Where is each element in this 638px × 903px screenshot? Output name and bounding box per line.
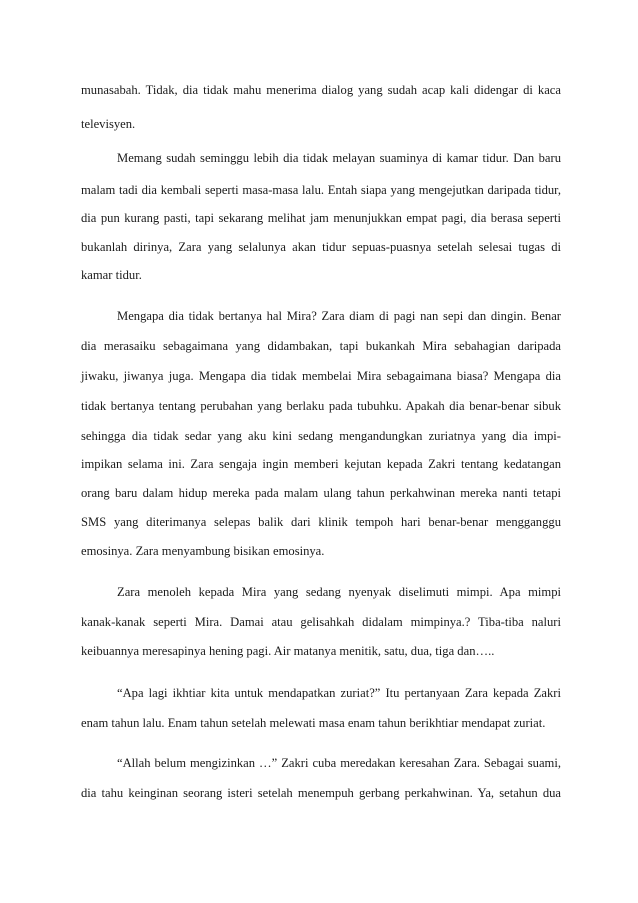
paragraph-first-line: “Apa lagi ikhtiar kita untuk mendapatkan zuriat?” Itu pertanyaan Zara kepada Zakri <box>117 686 561 700</box>
paragraph-first-line: Zara menoleh kepada Mira yang sedang nyenyak diselimuti mimpi. Apa mimpi <box>117 585 561 599</box>
text-line: televisyen. <box>81 117 136 131</box>
text-line: keibuannya meresapinya hening pagi. Air matanya menitik, satu, dua, tiga dan….. <box>81 644 495 658</box>
text-line: SMS yang diterimanya selepas balik dari klinik tempoh hari benar-benar mengganggu <box>81 515 561 529</box>
text-line: emosinya. Zara menyambung bisikan emosinya. <box>81 544 325 558</box>
text-line: tidak bertanya tentang perubahan yang berlaku pada tubuhku. Apakah dia benar-benar sibuk <box>81 399 561 413</box>
text-line: jiwaku, jiwanya juga. Mengapa dia tidak membelai Mira sebagaimana biasa? Mengapa dia <box>81 369 561 383</box>
text-line: orang baru dalam hidup mereka pada malam ulang tahun perkahwinan mereka nanti tetapi <box>81 486 561 500</box>
text-line: malam tadi dia kembali seperti masa-masa lalu. Entah siapa yang mengejutkan daripada tidur, <box>81 183 561 197</box>
paragraph-first-line: Mengapa dia tidak bertanya hal Mira? Zara diam di pagi nan sepi dan dingin. Benar <box>117 309 561 323</box>
text-line: bukanlah dirinya, Zara yang selalunya akan tidur sepuas-puasnya setelah selesai tugas di <box>81 240 561 254</box>
text-line: enam tahun lalu. Enam tahun setelah melewati masa enam tahun berikhtiar mendapat zuriat. <box>81 716 546 730</box>
paragraph-first-line: Memang sudah seminggu lebih dia tidak melayan suaminya di kamar tidur. Dan baru <box>117 151 561 165</box>
text-line: dia merasaiku sebagaimana yang didambakan, tapi bukankah Mira sebahagian daripada <box>81 339 561 353</box>
text-line: kamar tidur. <box>81 268 142 282</box>
text-line: kanak-kanak seperti Mira. Damai atau gelisahkah didalam mimpinya.? Tiba-tiba naluri <box>81 615 561 629</box>
paragraph-first-line: “Allah belum mengizinkan …” Zakri cuba meredakan keresahan Zara. Sebagai suami, <box>117 756 561 770</box>
text-line: munasabah. Tidak, dia tidak mahu menerima dialog yang sudah acap kali didengar di kaca <box>81 83 561 97</box>
text-line: sehingga dia tidak sedar yang aku kini sedang mengandungkan zuriatnya yang dia impi- <box>81 429 561 443</box>
text-line: dia pun kurang pasti, tapi sekarang melihat jam menunjukkan empat pagi, dia berasa seperti <box>81 211 561 225</box>
text-line: impikan selama ini. Zara sengaja ingin memberi kejutan kepada Zakri tentang kedatangan <box>81 457 561 471</box>
text-line: dia tahu keinginan seorang isteri setelah menempuh gerbang perkahwinan. Ya, setahun dua <box>81 786 561 800</box>
